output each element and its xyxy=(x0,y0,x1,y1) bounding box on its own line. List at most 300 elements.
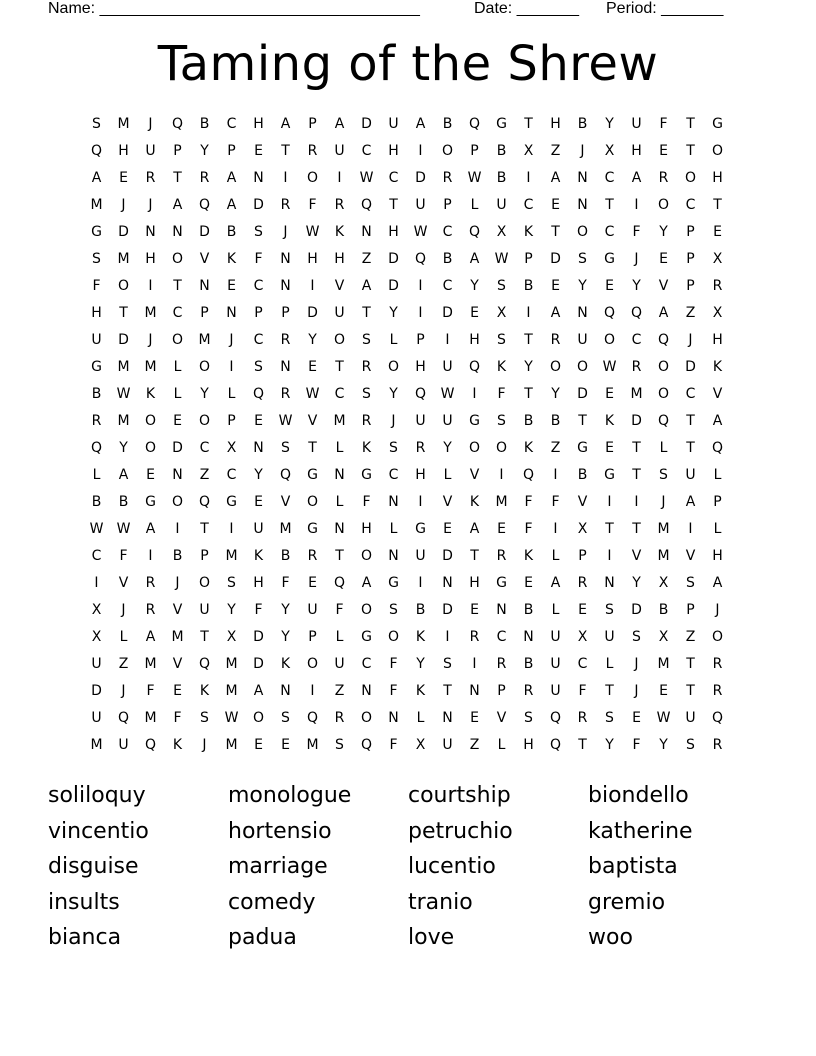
grid-letter: U xyxy=(442,737,453,753)
grid-letter: C xyxy=(523,197,534,213)
grid-letter: Y xyxy=(659,737,668,753)
grid-letter: X xyxy=(226,629,237,645)
grid-letter: I xyxy=(148,548,153,564)
grid-letter: S xyxy=(686,737,695,753)
grid-letter: B xyxy=(523,413,534,429)
grid-letter: L xyxy=(605,656,614,672)
grid-letter: M xyxy=(333,413,346,429)
grid-letter: Y xyxy=(281,629,290,645)
grid-letter: U xyxy=(307,602,318,618)
grid-letter: Y xyxy=(632,575,641,591)
grid-letter: X xyxy=(496,305,507,321)
grid-letter: B xyxy=(523,656,534,672)
grid-letter: A xyxy=(469,521,480,537)
grid-letter: T xyxy=(200,629,209,645)
period-field: Period: _______ xyxy=(606,0,724,17)
grid-letter: V xyxy=(334,278,345,294)
grid-letter: D xyxy=(442,305,453,321)
grid-letter: C xyxy=(172,305,183,321)
grid-letter: J xyxy=(121,602,126,618)
grid-letter: E xyxy=(632,710,641,726)
grid-letter: N xyxy=(577,170,588,186)
grid-letter: Y xyxy=(281,602,290,618)
grid-letter: U xyxy=(550,683,561,699)
word-bank xyxy=(48,778,768,956)
grid-letter: Z xyxy=(334,683,345,699)
grid-letter: N xyxy=(442,710,453,726)
grid-letter: E xyxy=(470,305,479,321)
grid-letter: Y xyxy=(200,143,209,159)
grid-letter: O xyxy=(144,413,157,429)
grid-letter: H xyxy=(415,467,426,483)
grid-letter: O xyxy=(549,359,562,375)
grid-letter: E xyxy=(254,737,263,753)
grid-letter: M xyxy=(171,629,184,645)
grid-letter: D xyxy=(118,332,129,348)
grid-letter: H xyxy=(388,224,399,240)
grid-row xyxy=(83,381,731,408)
grid-letter: Z xyxy=(199,467,210,483)
grid-letter: V xyxy=(577,494,588,510)
grid-letter: Z xyxy=(550,143,561,159)
grid-letter: V xyxy=(658,278,669,294)
grid-letter: P xyxy=(308,629,317,645)
grid-letter: L xyxy=(335,494,344,510)
word-bank-item: courtship xyxy=(408,783,511,808)
grid-letter: H xyxy=(712,170,723,186)
grid-row xyxy=(83,435,731,462)
grid-letter: T xyxy=(200,521,209,537)
grid-letter: Q xyxy=(360,197,373,213)
grid-letter: U xyxy=(442,359,453,375)
grid-letter: C xyxy=(334,386,345,402)
grid-letter: N xyxy=(604,575,615,591)
grid-letter: S xyxy=(443,656,452,672)
grid-letter: Y xyxy=(605,116,614,132)
grid-letter: W xyxy=(89,521,104,537)
grid-letter: N xyxy=(334,467,345,483)
grid-letter: K xyxy=(712,359,723,375)
grid-letter: O xyxy=(441,143,454,159)
grid-letter: L xyxy=(443,467,452,483)
grid-letter: U xyxy=(550,629,561,645)
grid-letter: J xyxy=(688,332,693,348)
grid-row xyxy=(83,138,731,165)
grid-letter: N xyxy=(199,278,210,294)
grid-letter: Q xyxy=(468,116,481,132)
grid-letter: Q xyxy=(90,143,103,159)
grid-letter: O xyxy=(117,278,130,294)
grid-letter: O xyxy=(495,440,508,456)
grid-letter: H xyxy=(631,143,642,159)
grid-letter: M xyxy=(117,116,130,132)
grid-letter: Z xyxy=(118,656,129,672)
grid-letter: Q xyxy=(468,224,481,240)
grid-row xyxy=(83,354,731,381)
word-bank-item: tranio xyxy=(408,889,473,915)
grid-letter: U xyxy=(604,629,615,645)
grid-letter: Y xyxy=(227,602,236,618)
grid-letter: C xyxy=(604,224,615,240)
grid-letter: R xyxy=(91,413,102,429)
grid-letter: W xyxy=(116,386,131,402)
grid-letter: T xyxy=(524,332,533,348)
grid-letter: I xyxy=(418,278,423,294)
grid-letter: M xyxy=(225,737,238,753)
grid-letter: H xyxy=(253,575,264,591)
grid-letter: M xyxy=(117,413,130,429)
grid-row xyxy=(83,570,731,597)
grid-letter: G xyxy=(496,116,507,132)
grid-letter: V xyxy=(172,656,183,672)
grid-letter: T xyxy=(308,440,317,456)
grid-letter: F xyxy=(254,602,263,618)
word-bank-item: woo xyxy=(588,925,633,950)
grid-letter: P xyxy=(416,332,425,348)
grid-letter: T xyxy=(605,521,614,537)
grid-letter: T xyxy=(686,683,695,699)
grid-letter: C xyxy=(361,143,372,159)
grid-letter: M xyxy=(144,710,157,726)
grid-letter: M xyxy=(630,386,643,402)
grid-letter: Q xyxy=(414,251,427,267)
grid-letter: R xyxy=(280,386,291,402)
grid-letter: P xyxy=(713,494,722,510)
grid-letter: E xyxy=(497,521,506,537)
grid-letter: B xyxy=(442,251,453,267)
grid-letter: B xyxy=(172,548,183,564)
grid-letter: F xyxy=(632,224,641,240)
grid-letter: R xyxy=(280,197,291,213)
grid-row xyxy=(83,408,731,435)
grid-letter: R xyxy=(577,575,588,591)
grid-letter: X xyxy=(577,629,588,645)
grid-letter: G xyxy=(388,575,399,591)
grid-letter: E xyxy=(578,602,587,618)
grid-letter: U xyxy=(91,332,102,348)
grid-letter: O xyxy=(198,359,211,375)
grid-letter: J xyxy=(175,575,180,591)
grid-letter: G xyxy=(577,440,588,456)
grid-row xyxy=(83,732,731,759)
grid-letter: J xyxy=(202,737,207,753)
grid-letter: U xyxy=(415,197,426,213)
grid-letter: Q xyxy=(657,413,670,429)
grid-letter: O xyxy=(171,332,184,348)
grid-letter: R xyxy=(199,170,210,186)
grid-letter: X xyxy=(91,629,102,645)
grid-letter: L xyxy=(173,359,182,375)
grid-letter: Q xyxy=(549,737,562,753)
grid-row xyxy=(83,246,731,273)
grid-letter: A xyxy=(469,251,480,267)
grid-letter: N xyxy=(280,278,291,294)
grid-letter: E xyxy=(659,251,668,267)
grid-letter: U xyxy=(334,305,345,321)
grid-letter: I xyxy=(418,575,423,591)
grid-letter: S xyxy=(362,386,371,402)
grid-row xyxy=(83,192,731,219)
grid-letter: A xyxy=(226,170,237,186)
grid-letter: L xyxy=(713,467,722,483)
word-search-grid xyxy=(83,111,731,759)
grid-letter: O xyxy=(468,440,481,456)
grid-letter: J xyxy=(661,494,666,510)
grid-letter: A xyxy=(550,575,561,591)
grid-row xyxy=(83,462,731,489)
grid-letter: D xyxy=(118,224,129,240)
grid-letter: U xyxy=(415,413,426,429)
grid-letter: Q xyxy=(279,467,292,483)
grid-letter: I xyxy=(445,332,450,348)
grid-letter: G xyxy=(415,521,426,537)
grid-letter: J xyxy=(634,683,639,699)
grid-letter: C xyxy=(577,656,588,672)
grid-letter: P xyxy=(173,143,182,159)
grid-letter: C xyxy=(442,224,453,240)
grid-letter: B xyxy=(550,413,561,429)
grid-letter: M xyxy=(306,737,319,753)
grid-letter: N xyxy=(172,224,183,240)
grid-letter: L xyxy=(551,602,560,618)
grid-letter: B xyxy=(118,494,129,510)
grid-letter: D xyxy=(442,602,453,618)
grid-letter: P xyxy=(686,602,695,618)
grid-letter: E xyxy=(173,683,182,699)
word-bank-item: monologue xyxy=(228,783,352,808)
grid-letter: A xyxy=(253,683,264,699)
grid-letter: O xyxy=(657,359,670,375)
grid-letter: M xyxy=(90,737,103,753)
word-bank-item: marriage xyxy=(228,854,328,879)
grid-letter: B xyxy=(91,494,102,510)
grid-letter: I xyxy=(526,305,531,321)
grid-letter: N xyxy=(388,494,399,510)
grid-letter: P xyxy=(686,251,695,267)
grid-letter: U xyxy=(91,656,102,672)
grid-letter: R xyxy=(145,575,156,591)
grid-letter: M xyxy=(144,656,157,672)
grid-letter: P xyxy=(578,548,587,564)
word-bank-item: baptista xyxy=(588,854,678,879)
grid-letter: E xyxy=(146,467,155,483)
grid-letter: J xyxy=(148,197,153,213)
grid-letter: B xyxy=(442,116,453,132)
grid-letter: J xyxy=(283,224,288,240)
grid-letter: Q xyxy=(171,116,184,132)
grid-letter: L xyxy=(173,386,182,402)
grid-letter: F xyxy=(389,737,398,753)
grid-letter: J xyxy=(634,251,639,267)
grid-letter: Q xyxy=(198,197,211,213)
grid-letter: F xyxy=(389,683,398,699)
grid-letter: O xyxy=(198,575,211,591)
grid-letter: B xyxy=(658,602,669,618)
grid-letter: P xyxy=(686,224,695,240)
grid-letter: K xyxy=(469,494,480,510)
grid-letter: G xyxy=(226,494,237,510)
grid-letter: R xyxy=(523,683,534,699)
grid-letter: R xyxy=(658,170,669,186)
grid-letter: O xyxy=(576,224,589,240)
grid-letter: S xyxy=(254,224,263,240)
grid-letter: S xyxy=(497,332,506,348)
grid-letter: U xyxy=(496,197,507,213)
grid-letter: C xyxy=(91,548,102,564)
grid-letter: I xyxy=(553,467,558,483)
grid-letter: W xyxy=(305,386,320,402)
grid-letter: F xyxy=(281,575,290,591)
grid-letter: I xyxy=(634,197,639,213)
grid-letter: A xyxy=(685,494,696,510)
grid-letter: E xyxy=(254,413,263,429)
grid-letter: C xyxy=(253,332,264,348)
grid-letter: K xyxy=(415,683,426,699)
grid-letter: K xyxy=(226,251,237,267)
grid-letter: C xyxy=(361,656,372,672)
grid-letter: G xyxy=(307,467,318,483)
grid-letter: Y xyxy=(389,386,398,402)
grid-letter: N xyxy=(523,629,534,645)
grid-letter: T xyxy=(632,467,641,483)
grid-letter: R xyxy=(496,548,507,564)
word-bank-item: petruchio xyxy=(408,818,513,844)
grid-letter: A xyxy=(334,116,345,132)
grid-letter: K xyxy=(172,737,183,753)
grid-letter: L xyxy=(335,440,344,456)
grid-letter: K xyxy=(604,413,615,429)
grid-letter: D xyxy=(253,656,264,672)
grid-letter: X xyxy=(658,575,669,591)
grid-letter: O xyxy=(387,359,400,375)
grid-letter: M xyxy=(657,656,670,672)
grid-letter: B xyxy=(91,386,102,402)
grid-letter: K xyxy=(523,548,534,564)
grid-letter: I xyxy=(607,494,612,510)
grid-letter: U xyxy=(253,521,264,537)
grid-letter: N xyxy=(469,683,480,699)
grid-letter: E xyxy=(281,737,290,753)
grid-letter: Q xyxy=(252,386,265,402)
grid-letter: V xyxy=(118,575,129,591)
grid-letter: K xyxy=(334,224,345,240)
grid-letter: N xyxy=(172,467,183,483)
grid-letter: T xyxy=(686,440,695,456)
grid-letter: C xyxy=(631,332,642,348)
grid-row xyxy=(83,516,731,543)
grid-letter: R xyxy=(469,629,480,645)
grid-letter: I xyxy=(310,278,315,294)
grid-letter: J xyxy=(148,116,153,132)
grid-letter: B xyxy=(523,602,534,618)
grid-letter: D xyxy=(442,548,453,564)
grid-letter: T xyxy=(605,683,614,699)
grid-letter: T xyxy=(632,521,641,537)
grid-letter: O xyxy=(144,440,157,456)
word-bank-item: insults xyxy=(48,889,120,915)
grid-letter: S xyxy=(389,440,398,456)
grid-letter: H xyxy=(469,575,480,591)
grid-letter: Q xyxy=(711,710,724,726)
grid-letter: L xyxy=(389,332,398,348)
grid-letter: T xyxy=(632,440,641,456)
grid-letter: P xyxy=(686,278,695,294)
grid-letter: Y xyxy=(254,467,263,483)
grid-letter: Y xyxy=(551,386,560,402)
grid-letter: I xyxy=(94,575,99,591)
grid-letter: A xyxy=(415,116,426,132)
grid-letter: O xyxy=(360,710,373,726)
grid-letter: K xyxy=(280,656,291,672)
grid-letter: F xyxy=(524,494,533,510)
grid-letter: E xyxy=(254,494,263,510)
grid-letter: X xyxy=(523,143,534,159)
grid-letter: X xyxy=(91,602,102,618)
grid-letter: D xyxy=(631,602,642,618)
grid-letter: Q xyxy=(360,737,373,753)
grid-letter: T xyxy=(119,305,128,321)
grid-letter: L xyxy=(92,467,101,483)
grid-letter: C xyxy=(604,170,615,186)
grid-letter: P xyxy=(443,197,452,213)
grid-letter: W xyxy=(224,710,239,726)
grid-letter: P xyxy=(227,413,236,429)
grid-letter: R xyxy=(415,440,426,456)
grid-letter: I xyxy=(553,521,558,537)
grid-letter: O xyxy=(252,710,265,726)
grid-letter: Y xyxy=(308,332,317,348)
grid-letter: N xyxy=(226,305,237,321)
grid-letter: K xyxy=(523,224,534,240)
grid-letter: O xyxy=(333,332,346,348)
grid-letter: S xyxy=(497,278,506,294)
grid-letter: L xyxy=(416,710,425,726)
grid-letter: A xyxy=(361,575,372,591)
grid-letter: F xyxy=(632,737,641,753)
grid-letter: S xyxy=(524,710,533,726)
grid-letter: H xyxy=(307,251,318,267)
grid-letter: R xyxy=(712,737,723,753)
grid-letter: N xyxy=(280,251,291,267)
grid-letter: X xyxy=(658,629,669,645)
grid-letter: N xyxy=(442,575,453,591)
grid-letter: P xyxy=(470,143,479,159)
grid-letter: T xyxy=(686,413,695,429)
grid-letter: P xyxy=(200,548,209,564)
grid-letter: F xyxy=(92,278,101,294)
grid-letter: W xyxy=(359,170,374,186)
grid-letter: F xyxy=(524,521,533,537)
grid-letter: D xyxy=(91,683,102,699)
grid-letter: P xyxy=(227,143,236,159)
grid-letter: T xyxy=(551,224,560,240)
grid-letter: F xyxy=(308,197,317,213)
grid-letter: A xyxy=(145,521,156,537)
word-bank-item: comedy xyxy=(228,889,316,915)
grid-letter: G xyxy=(604,467,615,483)
grid-letter: R xyxy=(361,359,372,375)
grid-letter: W xyxy=(305,224,320,240)
grid-letter: S xyxy=(362,332,371,348)
grid-letter: G xyxy=(469,413,480,429)
grid-letter: O xyxy=(711,143,724,159)
grid-letter: D xyxy=(172,440,183,456)
grid-letter: S xyxy=(254,359,263,375)
grid-letter: G xyxy=(361,629,372,645)
grid-letter: A xyxy=(550,305,561,321)
grid-letter: I xyxy=(499,467,504,483)
grid-letter: S xyxy=(578,251,587,267)
